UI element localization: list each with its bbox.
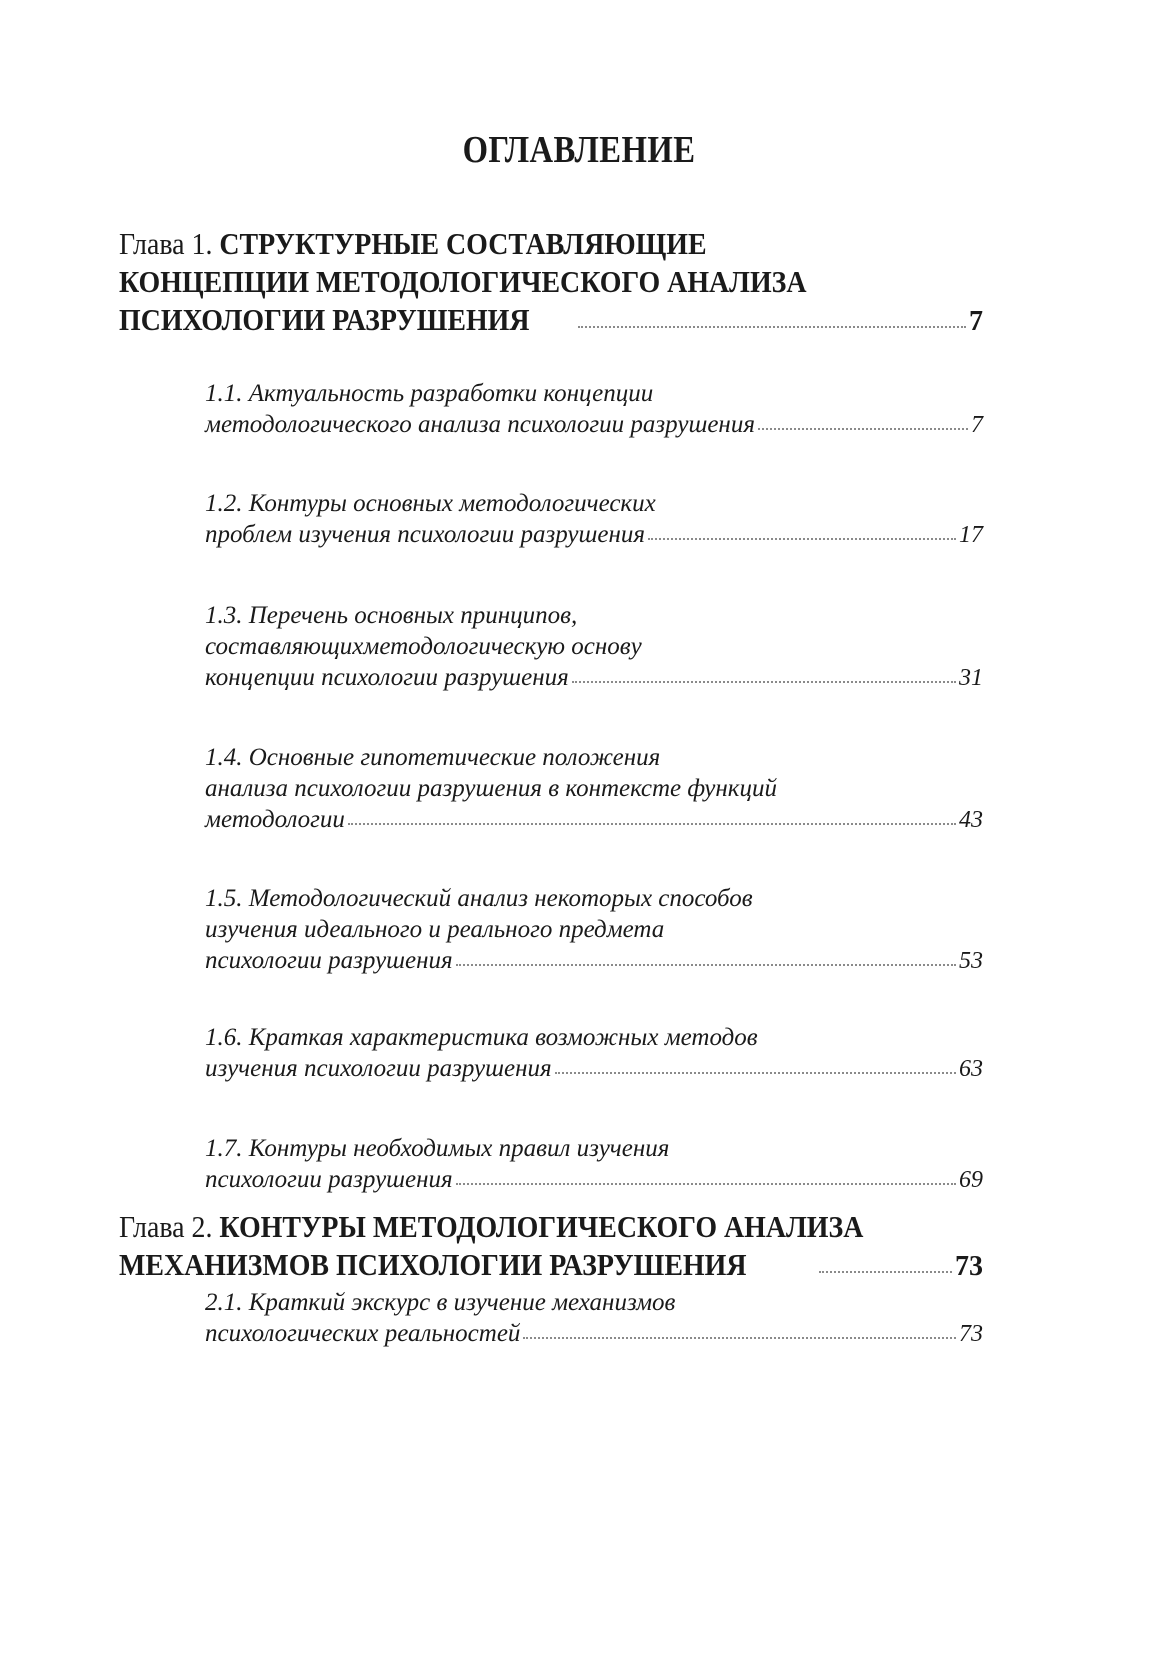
toc-chapter-1-line-1 <box>119 225 983 263</box>
dot-leader <box>819 1271 952 1273</box>
chapter-title-line: МЕХАНИЗМОВ ПСИХОЛОГИИ РАЗРУШЕНИЯ <box>119 1247 747 1282</box>
toc-section-line: 1.3. Перечень основных принципов, <box>205 602 578 629</box>
toc-section-line: 1.6. Краткая характеристика возможных методов <box>205 1024 758 1051</box>
toc-section-line: методологии <box>205 806 345 833</box>
page-number: 73 <box>959 1321 983 1347</box>
toc-chapter-2-line-2 <box>119 1246 983 1286</box>
toc-section-line: изучения психологии разрушения <box>205 1055 552 1082</box>
toc-section-line: методологического анализа психологии разрушения <box>205 411 755 438</box>
toc-section-line: изучения идеального и реального предмета <box>205 916 665 943</box>
toc-chapter-2-line-1 <box>119 1208 983 1246</box>
toc-section-1-5[interactable] <box>205 883 983 977</box>
toc-section-line: концепции психологии разрушения <box>205 664 569 691</box>
toc-section-line: психологии разрушения <box>205 947 453 974</box>
dot-leader <box>555 1072 956 1074</box>
toc-section-line: анализа психологии разрушения в контексте функций <box>205 775 777 802</box>
chapter-title-line: ПСИХОЛОГИИ РАЗРУШЕНИЯ <box>119 302 530 337</box>
dot-leader <box>572 681 956 683</box>
dot-leader <box>648 538 956 540</box>
toc-chapter-1-line-3 <box>119 301 983 341</box>
page-number: 73 <box>955 1251 983 1282</box>
toc-section-line: составляющихметодологическую основу <box>205 633 642 660</box>
toc-section-2-1[interactable] <box>205 1287 983 1350</box>
dot-leader <box>348 823 956 825</box>
toc-section-1-1[interactable] <box>205 378 983 441</box>
toc-section-1-2[interactable] <box>205 488 983 551</box>
toc-section-line: 2.1. Краткий экскурс в изучение механизмов <box>205 1289 676 1316</box>
page-number: 43 <box>959 807 983 833</box>
toc-section-1-3[interactable] <box>205 600 983 694</box>
toc-chapter-1-line-2: КОНЦЕПЦИИ МЕТОДОЛОГИЧЕСКОГО АНАЛИЗА <box>119 264 807 299</box>
page-number: 7 <box>971 412 983 438</box>
dot-leader <box>758 428 968 430</box>
toc-section-line: 1.5. Методологический анализ некоторых способов <box>205 885 753 912</box>
toc-section-line: 1.1. Актуальность разработки концепции <box>205 380 654 407</box>
page-number: 17 <box>959 522 983 548</box>
page-title: ОГЛАВЛЕНИЕ <box>462 129 696 171</box>
toc-section-1-4[interactable] <box>205 742 983 836</box>
toc-chapter-2[interactable] <box>119 1208 983 1286</box>
chapter-label: Глава 1. <box>119 226 213 261</box>
toc-chapter-1[interactable] <box>119 225 983 341</box>
toc-section-line: проблем изучения психологии разрушения <box>205 521 645 548</box>
toc-section-1-7[interactable] <box>205 1133 983 1196</box>
dot-leader <box>523 1337 956 1339</box>
chapter-title-line: СТРУКТУРНЫЕ СОСТАВЛЯЮЩИЕ <box>219 226 707 261</box>
toc-section-line: психологии разрушения <box>205 1166 453 1193</box>
toc-section-1-6[interactable] <box>205 1022 983 1085</box>
toc-section-line: психологических реальностей <box>205 1320 521 1347</box>
page-number: 31 <box>959 665 983 691</box>
dot-leader <box>456 964 956 966</box>
dot-leader <box>578 326 966 328</box>
dot-leader <box>456 1183 956 1185</box>
page-number: 53 <box>959 948 983 974</box>
toc-section-line: 1.7. Контуры необходимых правил изучения <box>205 1135 670 1162</box>
page-number: 63 <box>959 1056 983 1082</box>
page-number: 7 <box>969 306 983 337</box>
toc-section-line: 1.4. Основные гипотетические положения <box>205 744 661 771</box>
chapter-title-line: КОНТУРЫ МЕТОДОЛОГИЧЕСКОГО АНАЛИЗА <box>219 1209 864 1244</box>
chapter-label: Глава 2. <box>119 1209 213 1244</box>
page-number: 69 <box>959 1167 983 1193</box>
toc-section-line: 1.2. Контуры основных методологических <box>205 490 656 517</box>
